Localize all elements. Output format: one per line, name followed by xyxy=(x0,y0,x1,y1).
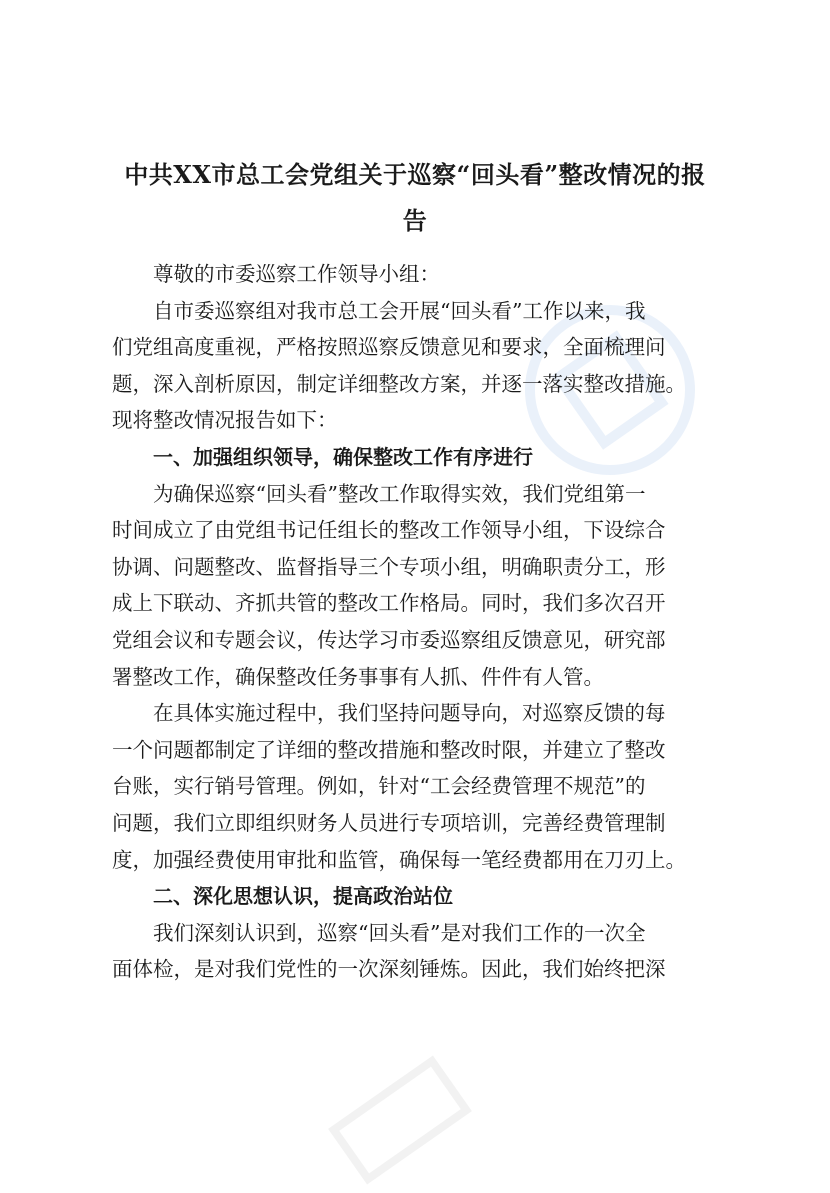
section-heading-1: 一、加强组织领导，确保整改工作有序进行 xyxy=(153,444,533,469)
paragraph-line: 题，深入剖析原因，制定详细整改方案，并逐一落实整改措施。 xyxy=(112,371,686,396)
title-line-1: 中共XX市总工会党组关于巡察“回头看”整改情况的报 xyxy=(124,160,706,189)
title-line-2: 告 xyxy=(402,206,428,235)
section-heading-2: 二、深化思想认识，提高政治站位 xyxy=(153,884,453,909)
paragraph-line: 们党组高度重视，严格按照巡察反馈意见和要求，全面梳理问 xyxy=(112,335,666,360)
paragraph-line: 度，加强经费使用审批和监管，确保每一笔经费都用在刀刃上。 xyxy=(112,847,686,872)
paragraph-line: 成上下联动、齐抓共管的整改工作格局。同时，我们多次召开 xyxy=(112,591,666,616)
paragraph-line: 署整改工作，确保整改任务事事有人抓、件件有人管。 xyxy=(112,664,604,689)
watermark-bottom-icon xyxy=(320,1047,481,1193)
paragraph-line: 台账，实行销号管理。例如，针对“工会经费管理不规范”的 xyxy=(112,774,646,799)
paragraph-line: 面体检，是对我们党性的一次深刻锤炼。因此，我们始终把深 xyxy=(112,957,666,982)
paragraph-line: 现将整改情况报告如下： xyxy=(112,408,338,433)
paragraph-line: 为确保巡察“回头看”整改工作取得实效，我们党组第一 xyxy=(153,481,646,506)
paragraph-line: 问题，我们立即组织财务人员进行专项培训，完善经费管理制 xyxy=(112,810,666,835)
paragraph-line: 党组会议和专题会议，传达学习市委巡察组反馈意见，研究部 xyxy=(112,627,666,652)
paragraph-line: 自市委巡察组对我市总工会开展“回头看”工作以来，我 xyxy=(153,298,646,323)
paragraph-line: 时间成立了由党组书记任组长的整改工作领导小组，下设综合 xyxy=(112,518,666,543)
paragraph-line: 一个问题都制定了详细的整改措施和整改时限，并建立了整改 xyxy=(112,737,666,762)
document-body xyxy=(112,256,724,988)
paragraph-line: 我们深刻认识到，巡察“回头看”是对我们工作的一次全 xyxy=(153,920,646,945)
document-title xyxy=(100,152,730,244)
paragraph-line: 在具体实施过程中，我们坚持问题导向，对巡察反馈的每 xyxy=(153,701,666,726)
salutation: 尊敬的市委巡察工作领导小组： xyxy=(153,262,440,286)
paragraph-line: 协调、问题整改、监督指导三个专项小组，明确职责分工，形 xyxy=(112,554,666,579)
